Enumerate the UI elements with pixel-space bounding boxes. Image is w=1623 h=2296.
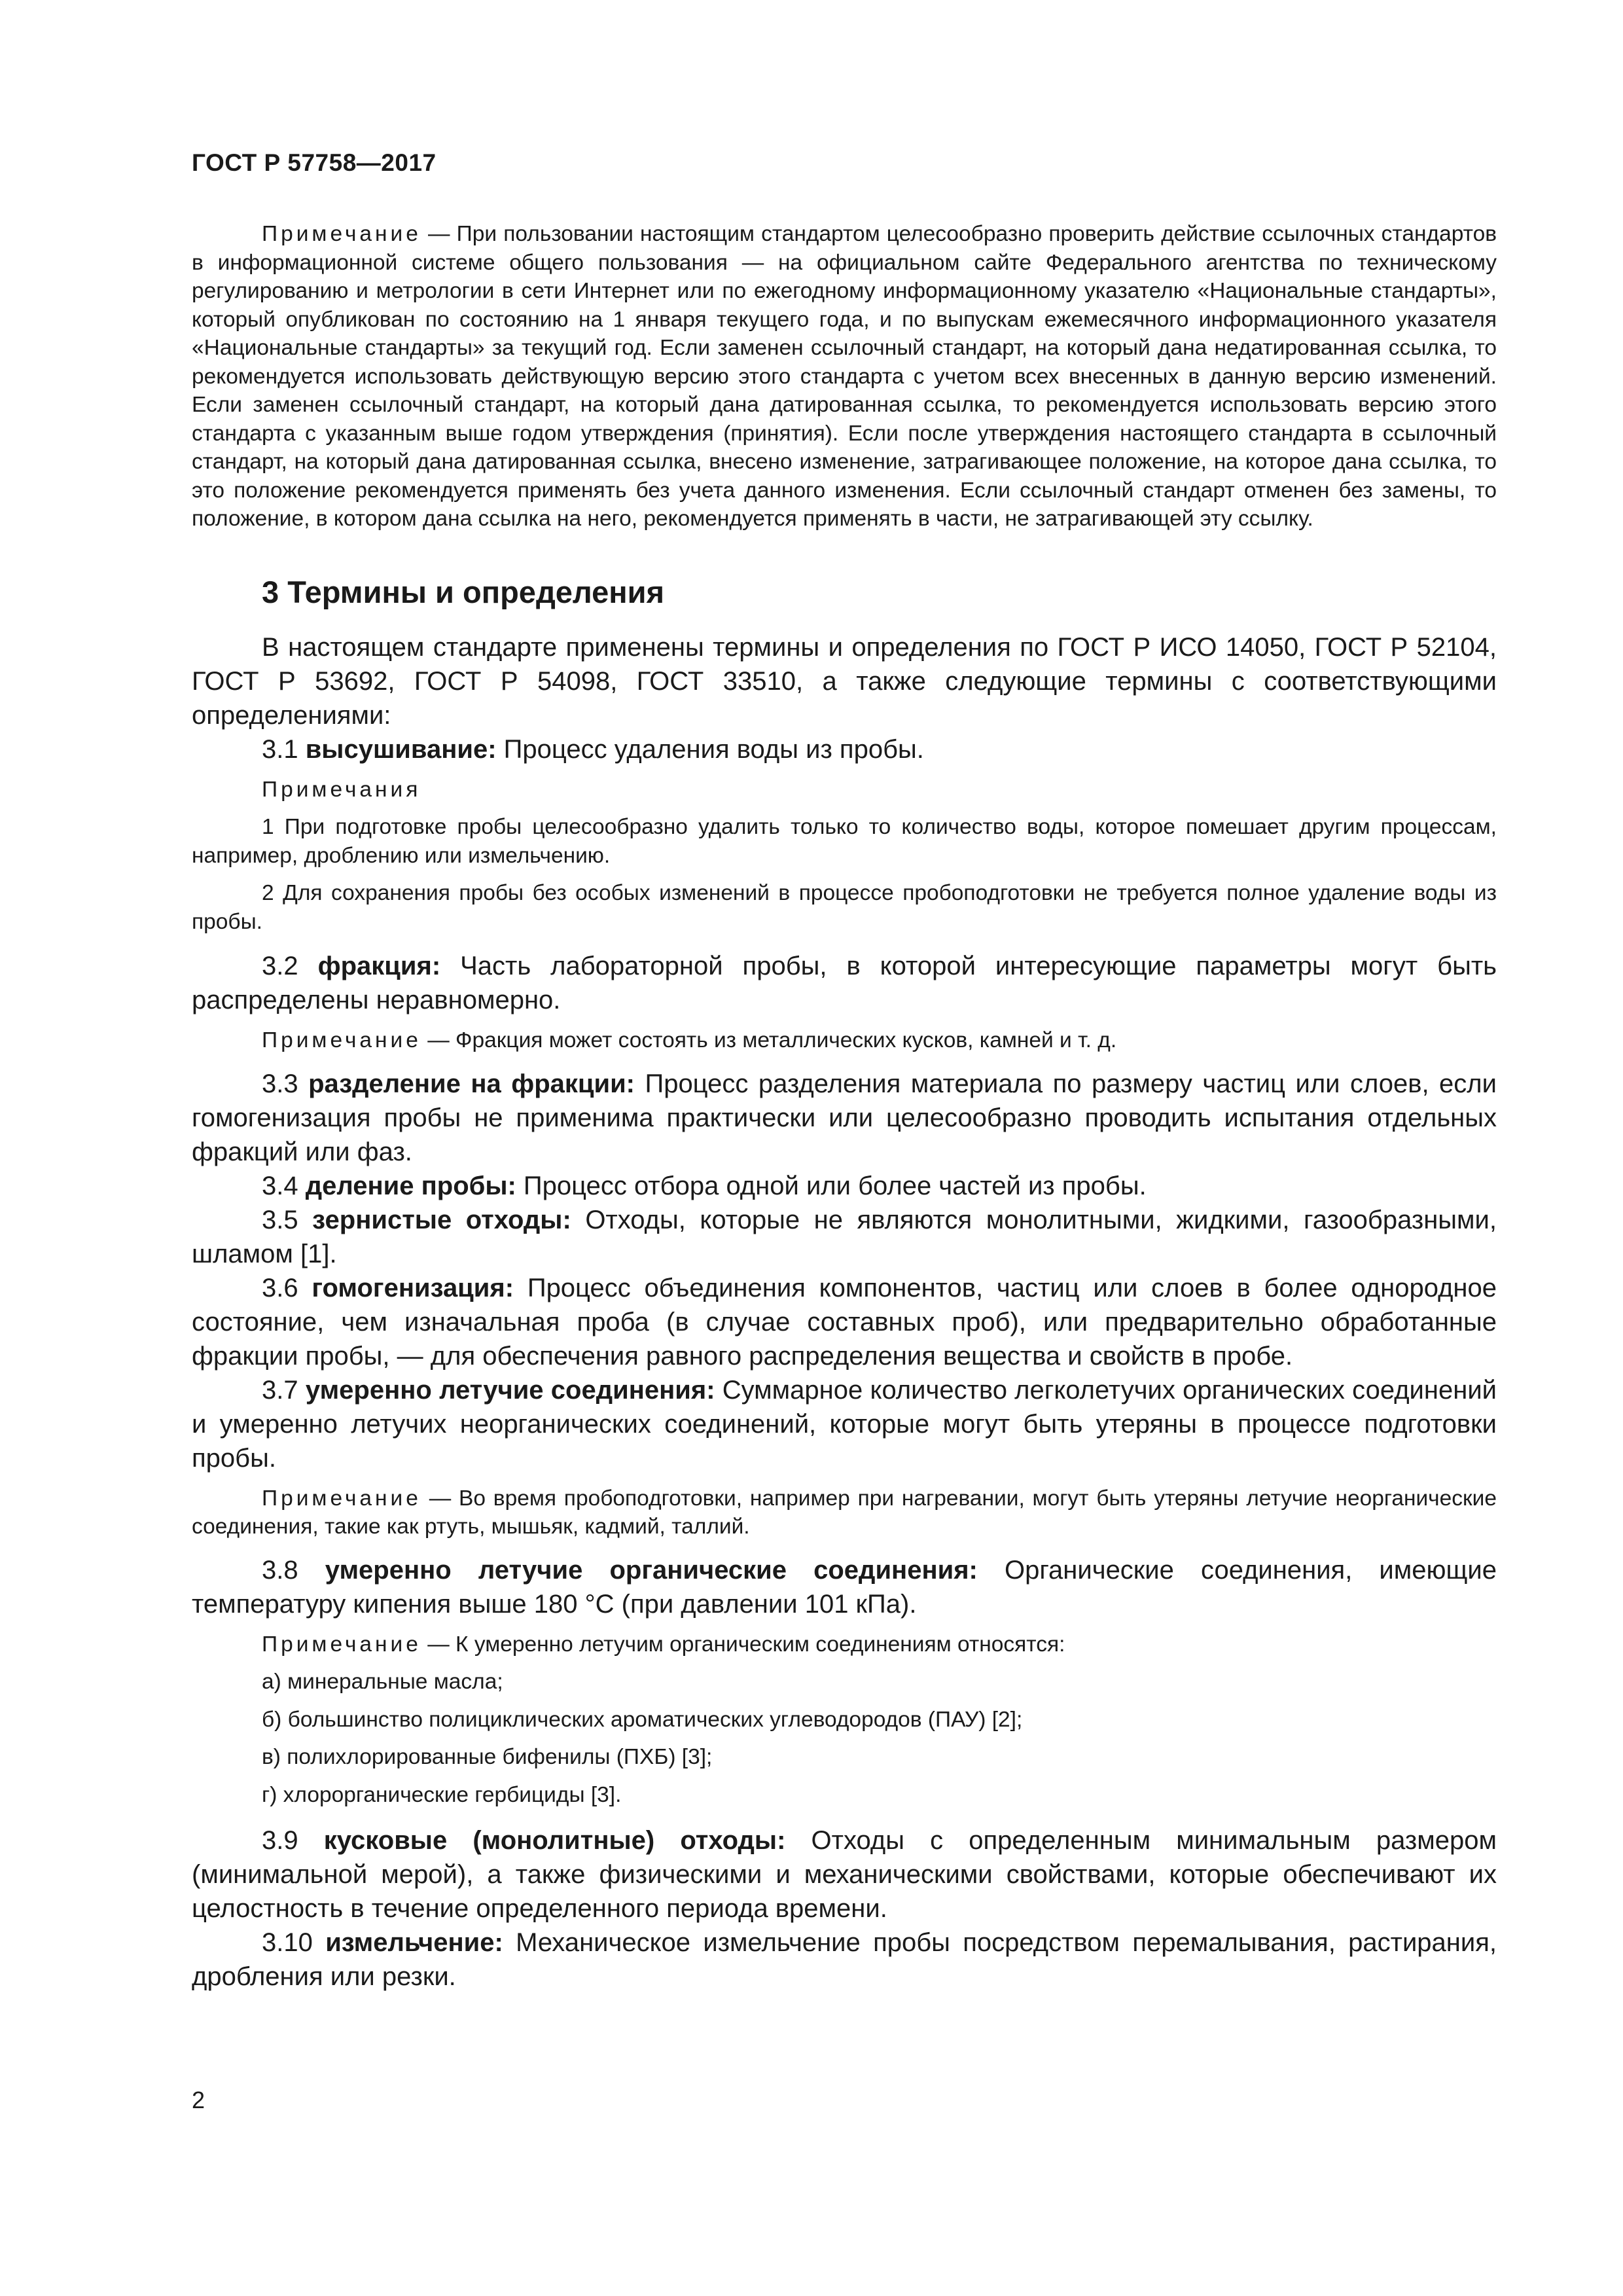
term-name: кусковые (монолитные) отходы: bbox=[323, 1826, 786, 1855]
term-definition: Суммарное количество легколетучих органических соединений и умеренно летучих неорганических соединений, которые могут быть утеряны в процессе подготовки пробы. bbox=[192, 1375, 1497, 1473]
term-entry-3-5 bbox=[192, 1203, 1497, 1271]
term-note bbox=[192, 1026, 1497, 1055]
page-content bbox=[192, 220, 1497, 1994]
term-number: 3.2 bbox=[262, 952, 318, 980]
term-name: высушивание: bbox=[305, 734, 497, 764]
term-entry-3-7 bbox=[192, 1373, 1497, 1475]
note-body: — Фракция может состоять из металлических кусков, камней и т. д. bbox=[421, 1028, 1117, 1052]
term-note bbox=[192, 1630, 1497, 1659]
term-name: измельчение: bbox=[325, 1928, 503, 1957]
term-name: гомогенизация: bbox=[312, 1273, 514, 1302]
term-number: 3.5 bbox=[262, 1205, 313, 1234]
term-definition: Процесс разделения материала по размеру частиц или слоев, если гомогенизация пробы не применима практически или целесообразно проводить испытания отдельных фракций или фаз. bbox=[192, 1069, 1497, 1166]
term-definition: Органические соединения, имеющие температуру кипения выше 180 °С (при давлении 101 кПа). bbox=[192, 1555, 1497, 1619]
list-item: а) минеральные масла; bbox=[262, 1670, 503, 1694]
note-label: Примечание bbox=[262, 1632, 421, 1657]
page-number: 2 bbox=[192, 2087, 205, 2113]
term-definition: Отходы с определенным минимальным размером (минимальной мерой), а также физическими и механическими свойствами, которые обеспечивают их целостность в течение определенного периода времени. bbox=[192, 1826, 1497, 1923]
term-note bbox=[192, 1484, 1497, 1541]
term-definition: Процесс отбора одной или более частей из пробы. bbox=[516, 1171, 1147, 1200]
intro-note bbox=[192, 220, 1497, 533]
note-label: Примечание bbox=[262, 1486, 421, 1511]
term-number: 3.9 bbox=[262, 1826, 324, 1855]
note-body: — При пользовании настоящим стандартом целесообразно проверить действие ссылочных стандартов в информационной системе общего пользования — на официальном сайте Федерального агентства по техническому регулированию и метрологии в сети Интернет или по ежегодному информационному указателю «Национальные стандарты», который опубликован по состоянию на 1 января текущего года, и по выпускам ежемесячного информационного указателя «Национальные стандарты» за текущий год. Если заменен ссылочный стандарт, на который дана недатированная ссылка, то рекомендуется использовать действующую версию этого стандарта с учетом всех внесенных в данную версию изменений. Если заменен ссылочный стандарт, на который дана датированная ссылка, то рекомендуется использовать версию этого стандарта с указанным выше годом утверждения (принятия). Если после утверждения настоящего стандарта в ссылочный стандарт, на который дана датированная ссылка, внесено изменение, затрагивающее положение, на которое дана ссылка, то это положение рекомендуется применять без учета данного изменения. Если ссылочный стандарт отменен без замены, то положение, в котором дана ссылка на него, рекомендуется применять в части, не затрагивающей эту ссылку. bbox=[192, 222, 1497, 531]
term-number: 3.4 bbox=[262, 1171, 306, 1200]
term-name: разделение на фракции: bbox=[308, 1069, 635, 1098]
term-name: умеренно летучие соединения: bbox=[305, 1375, 715, 1405]
note-label: Примечание bbox=[262, 1028, 421, 1052]
section-intro: В настоящем стандарте применены термины и определения по ГОСТ Р ИСО 14050, ГОСТ Р 52104, ГОСТ Р 53692, ГОСТ Р 54098, ГОСТ 33510, а также следующие термины с соответствующими определениями: bbox=[192, 632, 1497, 730]
term-definition: Часть лабораторной пробы, в которой интересующие параметры могут быть распределены неравномерно. bbox=[192, 952, 1497, 1014]
term-name: зернистые отходы: bbox=[312, 1205, 571, 1234]
note-item: 1 При подготовке пробы целесообразно удалить только то количество воды, которое помешает другим процессам, например, дроблению или измельчению. bbox=[192, 815, 1497, 868]
notes-label: Примечания bbox=[262, 777, 421, 802]
note-body: — Во время пробоподготовки, например при нагревании, могут быть утеряны летучие неорганические соединения, такие как ртуть, мышьяк, кадмий, таллий. bbox=[192, 1486, 1497, 1539]
term-entry-3-10 bbox=[192, 1926, 1497, 1994]
section-heading: 3 Термины и определения bbox=[262, 574, 664, 609]
term-entry-3-8 bbox=[192, 1553, 1497, 1621]
note-body: — К умеренно летучим органическим соединениям относятся: bbox=[421, 1632, 1065, 1657]
term-entry-3-9 bbox=[192, 1823, 1497, 1926]
document-header: ГОСТ Р 57758—2017 bbox=[192, 149, 437, 176]
term-entry-3-6 bbox=[192, 1271, 1497, 1373]
term-number: 3.8 bbox=[262, 1555, 325, 1585]
term-number: 3.7 bbox=[262, 1375, 306, 1405]
term-definition: Процесс объединения компонентов, частиц или слоев в более однородное состояние, чем изначальная проба (в случае составных проб), или предварительно обработанные фракции пробы, — для обеспечения равного распределения вещества и свойств в пробе. bbox=[192, 1273, 1497, 1371]
note-item: 2 Для сохранения пробы без особых изменений в процессе пробоподготовки не требуется полное удаление воды из пробы. bbox=[192, 881, 1497, 934]
term-number: 3.10 bbox=[262, 1928, 326, 1957]
term-number: 3.1 bbox=[262, 734, 306, 764]
term-entry-3-2 bbox=[192, 949, 1497, 1017]
term-entry-3-4 bbox=[192, 1169, 1497, 1203]
term-entry-3-1 bbox=[192, 732, 1497, 766]
term-definition: Механическое измельчение пробы посредством перемалывания, растирания, дробления или резки. bbox=[192, 1928, 1497, 1991]
list-item: б) большинство полициклических ароматических углеводородов (ПАУ) [2]; bbox=[262, 1707, 1023, 1732]
term-number: 3.6 bbox=[262, 1273, 312, 1302]
list-item: г) хлорорганические гербициды [3]. bbox=[262, 1782, 622, 1807]
term-name: умеренно летучие органические соединения: bbox=[325, 1555, 978, 1585]
term-definition: Отходы, которые не являются монолитными, жидкими, газообразными, шламом [1]. bbox=[192, 1205, 1497, 1268]
term-number: 3.3 bbox=[262, 1069, 309, 1098]
term-definition: Процесс удаления воды из пробы. bbox=[496, 734, 924, 764]
term-name: фракция: bbox=[317, 952, 441, 980]
note-label: Примечание bbox=[262, 222, 421, 246]
list-item: в) полихлорированные бифенилы (ПХБ) [3]; bbox=[262, 1745, 713, 1769]
term-entry-3-3 bbox=[192, 1067, 1497, 1169]
term-name: деление пробы: bbox=[305, 1171, 516, 1200]
